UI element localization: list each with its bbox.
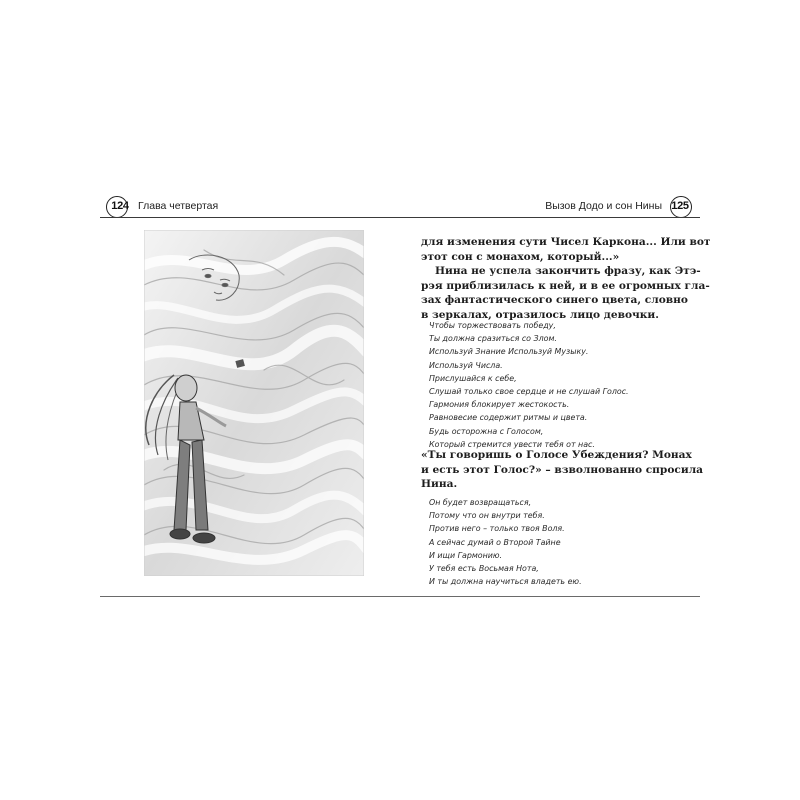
verse-line: Используй Числа. [429,360,503,370]
verse-2 [421,496,582,588]
verse-line: Прислушайся к себе, [429,373,517,383]
verse-line: Используй Знание Используй Музыку. [429,347,589,357]
verse-line: А сейчас думай о Второй Тайне [429,537,561,547]
verse-line: Равновесие содержит ритмы и цвета. [429,413,588,423]
verse-line: Будь осторожна с Голосом, [429,426,544,436]
text-line: для изменения сути Чисел Каркона... Или вот [421,236,711,248]
text-line: Нина не успела закончить фразу, как Этэ- [435,265,701,278]
text-line: этот сон с монахом, который...» [421,250,620,263]
left-page-number-badge [104,196,136,216]
verse-line: Слушай только свое сердце и не слушай Голос. [429,387,629,397]
verse-line: Ты должна сразиться со Злом. [429,334,557,344]
left-page-number: 124 [111,200,129,212]
paragraph-2 [421,448,703,492]
girl-and-wind-spirit-illustration [144,230,364,576]
text-line: «Ты говоришь о Голосе Убеждения? Монах [421,449,692,461]
verse-line: Против него – только твоя Воля. [429,524,565,534]
paragraph-1 [421,235,710,323]
verse-line: И ты должна научиться владеть ею. [429,577,582,587]
bottom-rule [100,596,700,597]
verse-line: У тебя есть Восьмая Нота, [429,564,539,574]
verse-line: Он будет возвращаться, [429,498,532,507]
verse-line: Потому что он внутри тебя. [429,511,545,521]
right-page-number: 125 [671,200,689,212]
verse-line: Который стремится увести тебя от нас. [429,439,595,449]
verse-line: Гармония блокирует жестокость. [429,400,570,410]
text-line: Нина. [421,478,458,491]
left-running-title: Глава четвертая [138,200,219,212]
text-line: в зеркалах, отразилось лицо девочки. [421,308,659,321]
verse-line: Чтобы торжествовать победу, [429,321,556,330]
verse-1 [421,319,629,451]
text-line: и есть этот Голос?» – взволнованно спросила [421,463,704,476]
right-running-title: Вызов Додо и сон Нины [545,200,662,212]
header-rule [100,217,700,218]
text-line: рэя приблизилась к ней, и в ее огромных гла- [421,279,710,292]
verse-line: И ищи Гармонию. [429,550,503,560]
text-line: зах фантастического синего цвета, словно [421,294,688,307]
right-page-number-badge [664,196,696,216]
